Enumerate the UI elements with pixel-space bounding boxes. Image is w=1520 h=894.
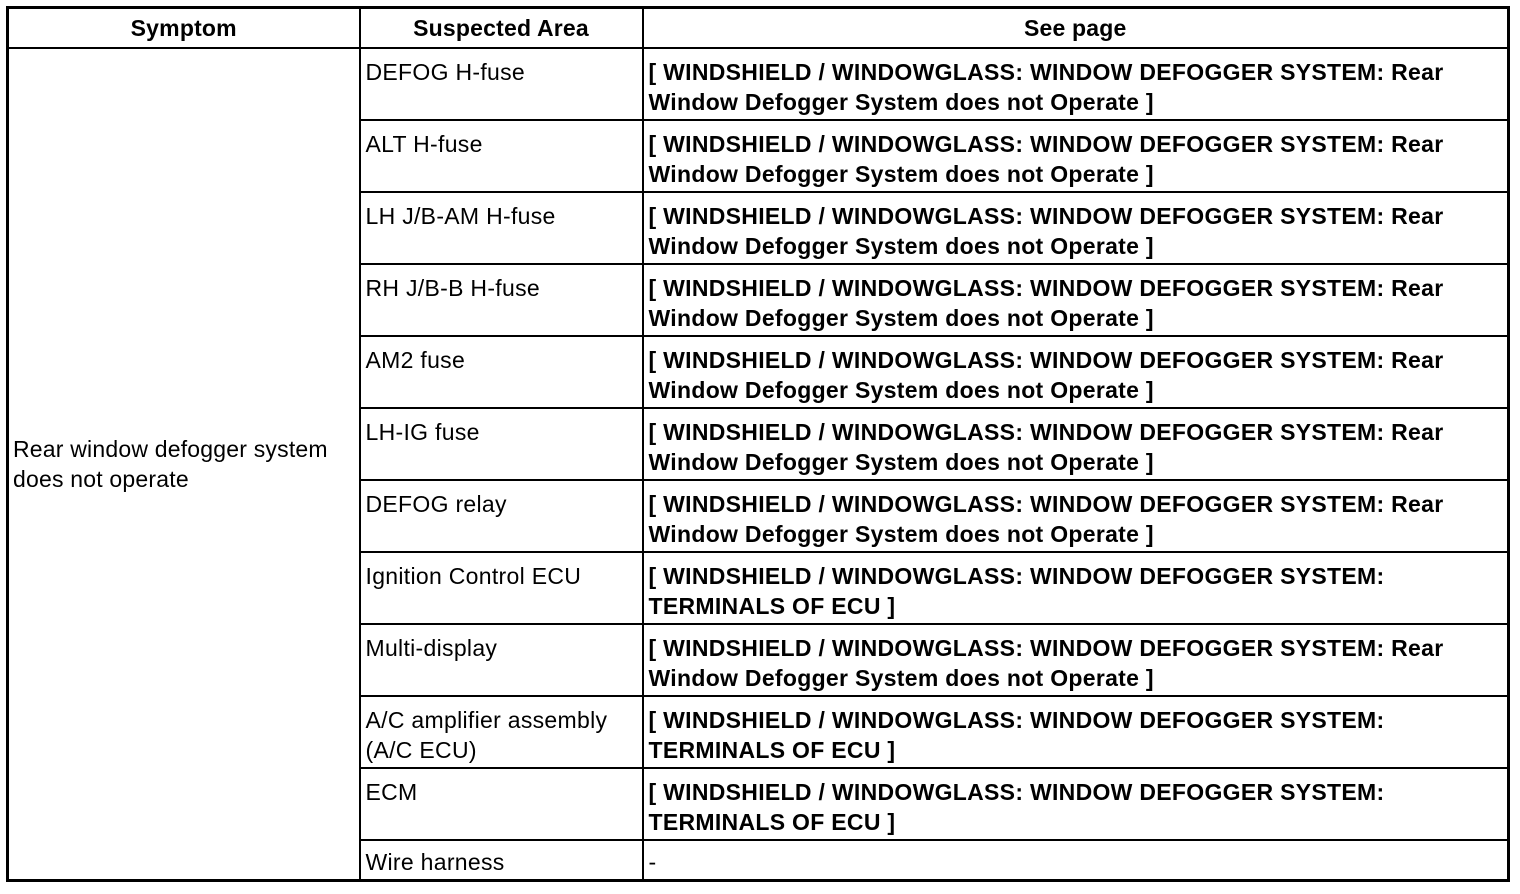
- see-page-link[interactable]: [ WINDSHIELD / WINDOWGLASS: WINDOW DEFOGGER SYSTEM: TERMINALS OF ECU ]: [643, 552, 1509, 624]
- see-page-link[interactable]: [ WINDSHIELD / WINDOWGLASS: WINDOW DEFOGGER SYSTEM: TERMINALS OF ECU ]: [643, 768, 1509, 840]
- header-symptom: Symptom: [8, 8, 360, 49]
- see-page-link[interactable]: [ WINDSHIELD / WINDOWGLASS: WINDOW DEFOGGER SYSTEM: Rear Window Defogger System does not Operate ]: [643, 480, 1509, 552]
- header-suspected-area: Suspected Area: [360, 8, 643, 49]
- header-see-page: See page: [643, 8, 1509, 49]
- see-page-link[interactable]: [ WINDSHIELD / WINDOWGLASS: WINDOW DEFOGGER SYSTEM: Rear Window Defogger System does not Operate ]: [643, 336, 1509, 408]
- see-page-cell: -: [643, 840, 1509, 881]
- see-page-link[interactable]: [ WINDSHIELD / WINDOWGLASS: WINDOW DEFOGGER SYSTEM: Rear Window Defogger System does not Operate ]: [643, 120, 1509, 192]
- suspected-area-cell: DEFOG relay: [360, 480, 643, 552]
- suspected-area-cell: Multi-display: [360, 624, 643, 696]
- suspected-area-cell: ECM: [360, 768, 643, 840]
- see-page-link[interactable]: [ WINDSHIELD / WINDOWGLASS: WINDOW DEFOGGER SYSTEM: Rear Window Defogger System does not Operate ]: [643, 48, 1509, 120]
- see-page-link[interactable]: [ WINDSHIELD / WINDOWGLASS: WINDOW DEFOGGER SYSTEM: Rear Window Defogger System does not Operate ]: [643, 264, 1509, 336]
- suspected-area-cell: LH-IG fuse: [360, 408, 643, 480]
- suspected-area-cell: Ignition Control ECU: [360, 552, 643, 624]
- suspected-area-cell: A/C amplifier assembly (A/C ECU): [360, 696, 643, 768]
- suspected-area-cell: DEFOG H-fuse: [360, 48, 643, 120]
- troubleshooting-table: [6, 6, 1510, 882]
- suspected-area-cell: Wire harness: [360, 840, 643, 881]
- suspected-area-cell: AM2 fuse: [360, 336, 643, 408]
- table-row: [8, 48, 1509, 120]
- suspected-area-cell: LH J/B-AM H-fuse: [360, 192, 643, 264]
- see-page-link[interactable]: [ WINDSHIELD / WINDOWGLASS: WINDOW DEFOGGER SYSTEM: TERMINALS OF ECU ]: [643, 696, 1509, 768]
- see-page-link[interactable]: [ WINDSHIELD / WINDOWGLASS: WINDOW DEFOGGER SYSTEM: Rear Window Defogger System does not Operate ]: [643, 192, 1509, 264]
- table-header-row: [8, 8, 1509, 49]
- troubleshooting-table-container: [6, 6, 1510, 882]
- symptom-cell: Rear window defogger system does not operate: [8, 48, 360, 881]
- suspected-area-cell: RH J/B-B H-fuse: [360, 264, 643, 336]
- see-page-link[interactable]: [ WINDSHIELD / WINDOWGLASS: WINDOW DEFOGGER SYSTEM: Rear Window Defogger System does not Operate ]: [643, 408, 1509, 480]
- suspected-area-cell: ALT H-fuse: [360, 120, 643, 192]
- see-page-link[interactable]: [ WINDSHIELD / WINDOWGLASS: WINDOW DEFOGGER SYSTEM: Rear Window Defogger System does not Operate ]: [643, 624, 1509, 696]
